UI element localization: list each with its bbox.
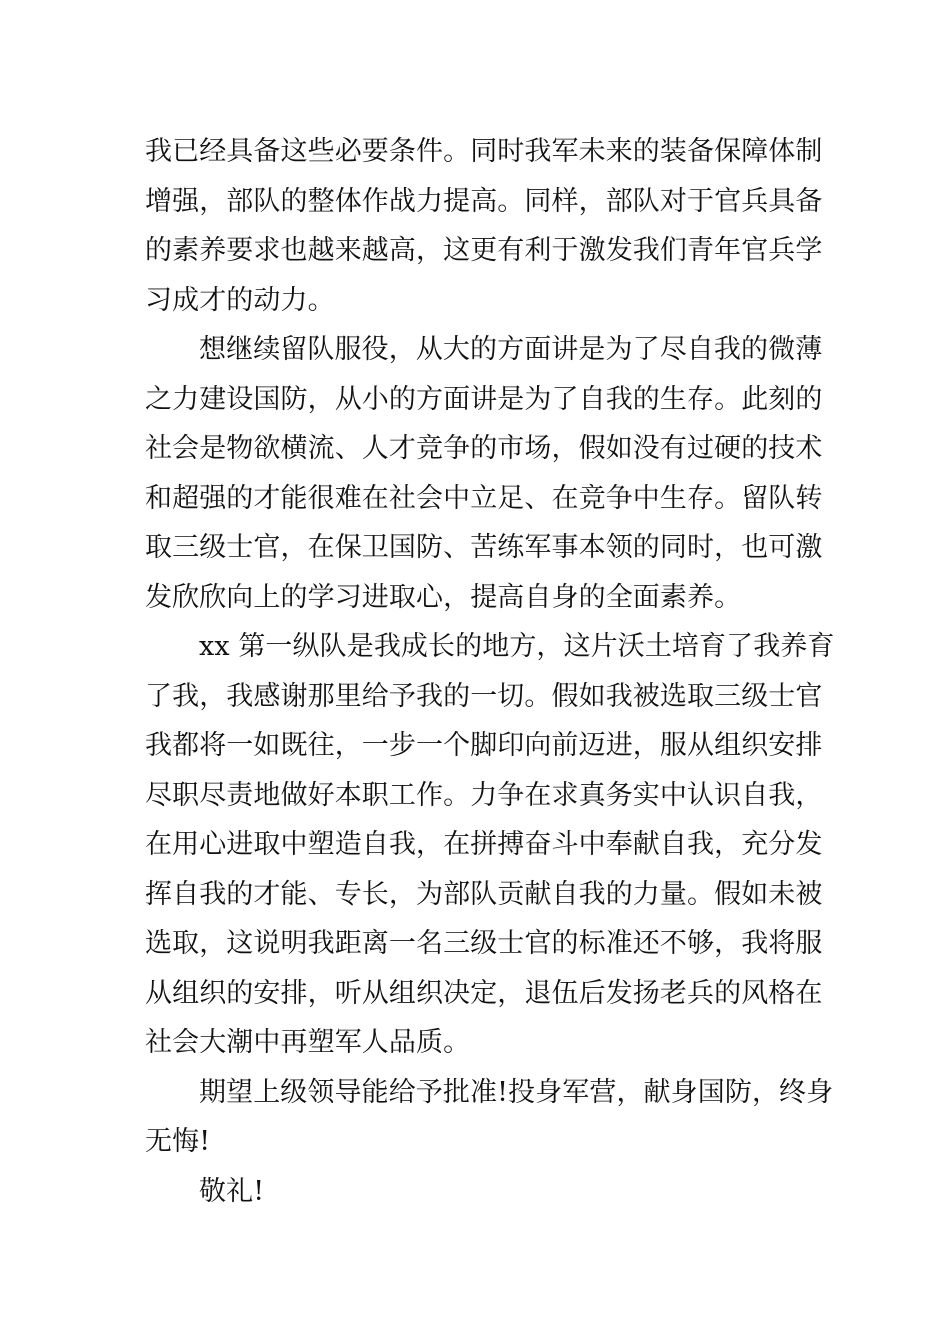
text-line: 我已经具备这些必要条件。同时我军未来的装备保障体制 (145, 136, 823, 167)
text-line: 无悔! (145, 1126, 211, 1157)
text-line: 敬礼! (199, 1175, 265, 1207)
text-line: 了我，我感谢那里给予我的一切。假如我被选取三级士官 (145, 680, 823, 712)
text-line: 想继续留队服役，从大的方面讲是为了尽自我的微薄 (199, 334, 823, 365)
text-line: 期望上级领导能给予批准!投身军营，献身国防，终身 (199, 1076, 834, 1108)
text-line: 习成才的动力。 (145, 284, 335, 316)
text-line: 之力建设国防，从小的方面讲是为了自我的生存。此刻的 (145, 383, 823, 415)
text-line: 从组织的安排，听从组织决定，退伍后发扬老兵的风格在 (145, 977, 823, 1009)
text-line: 社会大潮中再塑军人品质。 (145, 1027, 471, 1058)
paragraph-3 (145, 622, 835, 1068)
text-line: 社会是物欲横流、人才竞争的市场，假如没有过硬的技术 (145, 433, 823, 464)
text-line: xx 第一纵队是我成长的地方，这片沃土培育了我养育 (199, 631, 835, 662)
paragraph-2 (145, 325, 823, 622)
text-line: 发欣欣向上的学习进取心，提高自身的全面素养。 (145, 581, 742, 613)
paragraph-1 (145, 127, 823, 325)
text-line: 和超强的才能很难在社会中立足、在竞争中生存。留队转 (145, 482, 823, 514)
text-line: 选取，这说明我距离一名三级士官的标准还不够，我将服 (145, 928, 823, 959)
text-line: 尽职尽责地做好本职工作。力争在求真务实中认识自我， (145, 779, 823, 811)
text-line: 取三级士官，在保卫国防、苦练军事本领的同时，也可激 (145, 532, 823, 563)
text-line: 我都将一如既往，一步一个脚印向前迈进，服从组织安排 (145, 730, 823, 761)
document-body (145, 127, 835, 1216)
salutation (145, 1167, 810, 1217)
text-line: 的素养要求也越来越高，这更有利于激发我们青年官兵学 (145, 235, 823, 266)
text-line: 在用心进取中塑造自我，在拼搏奋斗中奉献自我，充分发 (145, 829, 823, 860)
text-line: 挥自我的才能、专长，为部队贡献自我的力量。假如未被 (145, 878, 823, 910)
text-line: 增强，部队的整体作战力提高。同样，部队对于官兵具备 (145, 185, 823, 217)
paragraph-4 (145, 1068, 834, 1167)
